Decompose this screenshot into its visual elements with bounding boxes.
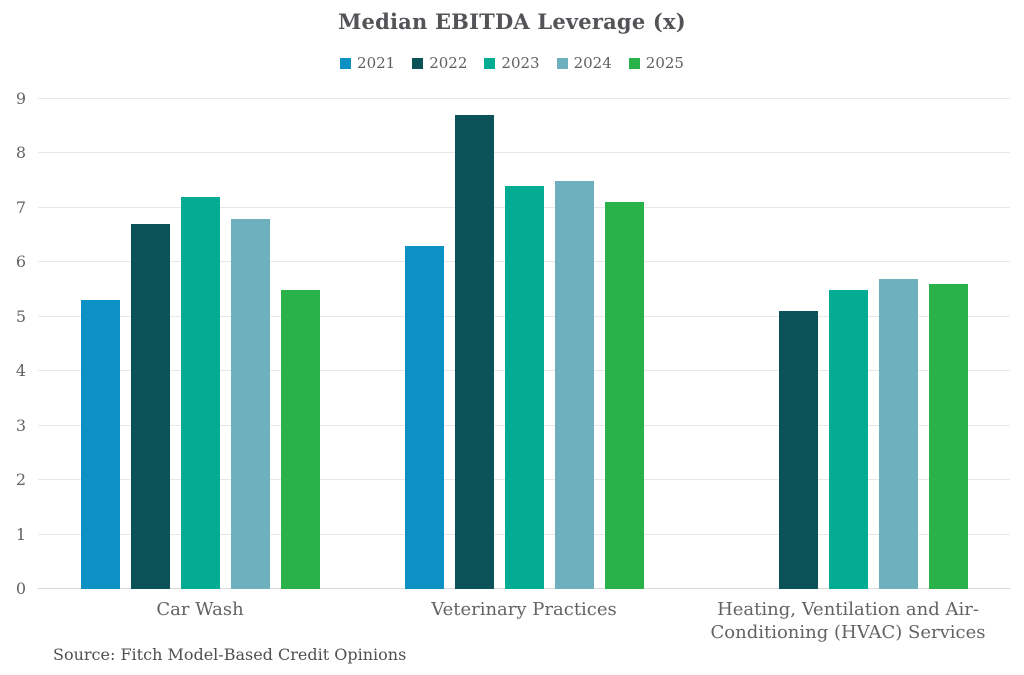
bar-2022-car-wash	[131, 224, 170, 589]
legend-item-2025	[629, 54, 684, 72]
legend-item-2023	[484, 54, 539, 72]
bar-2025-car-wash	[281, 290, 320, 589]
legend-label: 2022	[429, 54, 468, 72]
y-tick-label-4: 4	[15, 361, 26, 381]
legend-swatch-icon	[484, 58, 495, 69]
bar-group-veterinary-practices	[362, 99, 686, 589]
bar-2024-car-wash	[231, 219, 270, 589]
bar-2023-heating-ventilation-and-air-co	[829, 290, 868, 589]
legend-swatch-icon	[629, 58, 640, 69]
legend-label: 2021	[357, 54, 396, 72]
source-note: Source: Fitch Model-Based Credit Opinions	[53, 645, 407, 664]
bar-2025-veterinary-practices	[605, 202, 644, 589]
y-tick-label-7: 7	[15, 197, 26, 217]
y-tick-label-1: 1	[15, 524, 26, 544]
bar-2021-veterinary-practices	[405, 246, 444, 589]
y-tick-label-8: 8	[15, 143, 26, 163]
x-axis-labels	[38, 598, 1010, 644]
y-tick-label-6: 6	[15, 252, 26, 272]
bar-2023-veterinary-practices	[505, 186, 544, 589]
bar-group-car-wash	[38, 99, 362, 589]
bar-2024-heating-ventilation-and-air-co	[879, 279, 918, 589]
legend-item-2024	[557, 54, 612, 72]
category-label-cell	[38, 598, 362, 644]
legend-swatch-icon	[340, 58, 351, 69]
category-label-heating-ventilation-and-air-co: Heating, Ventilation and Air-Conditioning (HVAC) Services	[710, 599, 986, 644]
legend-item-2021	[340, 54, 395, 72]
chart-title: Median EBITDA Leverage (x)	[338, 9, 686, 34]
y-tick-label-0: 0	[15, 579, 26, 598]
plot-area	[38, 99, 1010, 589]
legend-label: 2023	[501, 54, 540, 72]
bar-2023-car-wash	[181, 197, 220, 589]
bar-2022-heating-ventilation-and-air-co	[779, 311, 818, 589]
bar-2024-veterinary-practices	[555, 181, 594, 589]
y-tick-label-5: 5	[15, 306, 26, 326]
category-label-car-wash: Car Wash	[156, 599, 244, 620]
legend-swatch-icon	[412, 58, 423, 69]
legend-swatch-icon	[557, 58, 568, 69]
category-label-veterinary-practices: Veterinary Practices	[431, 599, 617, 620]
bar-2021-car-wash	[81, 300, 120, 589]
y-axis-labels	[0, 89, 30, 598]
y-tick-label-3: 3	[15, 415, 26, 435]
bar-groups	[38, 99, 1010, 589]
y-tick-label-9: 9	[15, 89, 26, 108]
y-tick-label-2: 2	[15, 470, 26, 490]
bar-group-heating-ventilation-and-air-co	[686, 99, 1010, 589]
legend-label: 2024	[573, 54, 612, 72]
category-label-cell	[362, 598, 686, 644]
bar-2025-heating-ventilation-and-air-co	[929, 284, 968, 589]
legend	[0, 54, 1024, 72]
bar-2022-veterinary-practices	[455, 115, 494, 589]
legend-label: 2025	[645, 54, 684, 72]
legend-item-2022	[412, 54, 467, 72]
category-label-cell	[686, 598, 1010, 644]
